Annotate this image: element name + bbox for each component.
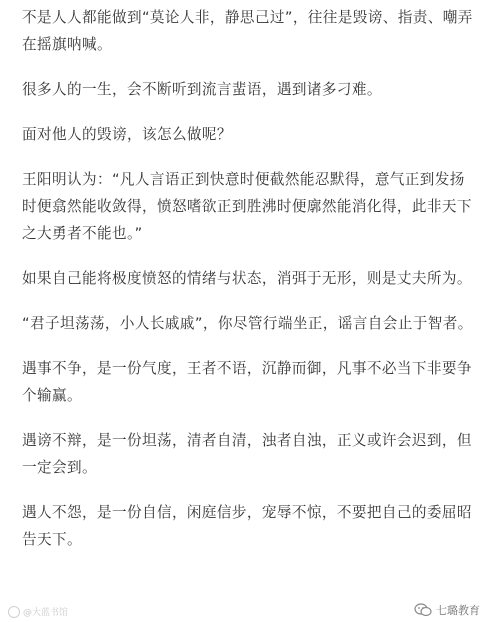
watermark-right-text: 七璐教育 <box>436 604 480 617</box>
paragraph: 遇事不争，是一份气度，王者不语，沉静而御，凡事不必当下非要争个输赢。 <box>22 360 472 404</box>
article-body <box>22 4 474 571</box>
watermark-right <box>414 602 480 618</box>
watermark-left-text: @大蓝书馆 <box>23 608 69 618</box>
wechat-icon <box>414 603 432 617</box>
paragraph: “君子坦荡荡，小人长戚戚”，你尽管行端坐正，谣言自会止于智者。 <box>22 315 473 332</box>
paragraph: 如果自己能将极度愤怒的情绪与状态，消弭于无形，则是丈夫所为。 <box>22 270 472 287</box>
paragraph: 王阳明认为：“凡人言语正到快意时便截然能忍默得，意气正到发扬时便翕然能收敛得，愤怒嗜欲正到胜沸时便廓然能消化得，此非天下之大勇者不能也。” <box>22 171 472 242</box>
watermark-left <box>8 605 68 618</box>
paragraph: 不是人人都能做到“莫论人非，静思己过”，往往是毁谤、指责、嘲弄在摇旗呐喊。 <box>22 9 473 53</box>
paragraph: 遇谤不辩，是一份坦荡，清者自清，浊者自浊，正义或许会迟到，但一定会到。 <box>22 432 472 476</box>
paragraph: 很多人的一生，会不断听到流言蜚语，遇到诸多刁难。 <box>22 81 382 98</box>
paragraph: 面对他人的毁谤，该怎么做呢？ <box>22 126 232 143</box>
paragraph: 遇人不怨，是一份自信，闲庭信步，宠辱不惊，不要把自己的委屈昭告天下。 <box>22 504 472 548</box>
watermark-logo-icon <box>8 606 20 618</box>
